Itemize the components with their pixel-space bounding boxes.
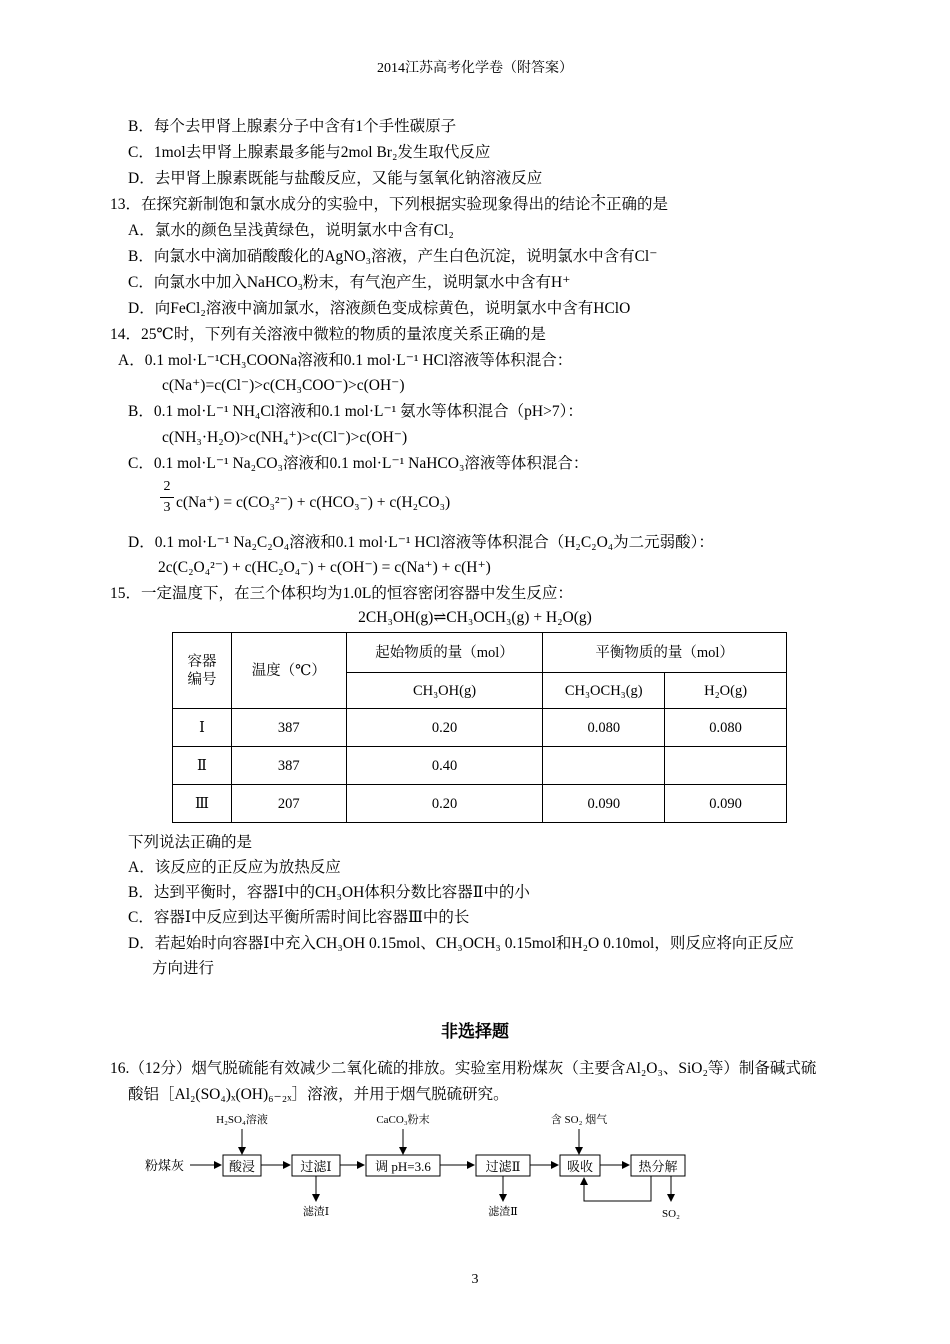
section-title: 非选择题 [441,1022,509,1042]
box-acid-leach-label: 酸浸 [228,1159,256,1174]
box-filter-1-label: 过滤Ⅰ [300,1159,332,1174]
table-cell: 0.090 [543,785,665,823]
residue-2: 滤渣Ⅱ [488,1206,518,1218]
q15-option-c: C．容器Ⅰ中反应到达平衡所需时间比容器Ⅲ中的长 [128,909,470,926]
table-cell: Ⅰ [173,709,232,747]
q13-stem-emphasis: 不 [590,196,607,213]
q14-option-b-expr: c(NH₃·H₂O)>c(NH₄⁺)>c(Cl⁻)>c(OH⁻) [162,429,408,446]
q13-option-b: B．向氯水中滴加硝酸酸化的AgNO₃溶液，产生白色沉淀，说明氯水中含有Cl⁻ [128,248,658,265]
table-header-temperature: 温度（℃） [231,633,346,709]
output-so2: SO₂ [662,1208,680,1220]
table-cell: 387 [231,709,346,747]
q15-reaction-equation: 2CH₃OH(g)⇌CH₃OCH₃(g) + H₂O(g) [358,609,592,626]
q15-option-d-cont: 方向进行 [152,960,215,977]
table-cell: 0.20 [346,709,543,747]
q13-option-d: D．向FeCl₂溶液中滴加氯水，溶液颜色变成棕黄色，说明氯水中含有HClO [128,300,631,317]
q15-prompt: 下列说法正确的是 [128,834,253,851]
reagent-caco3: CaCO₃粉末 [376,1114,430,1126]
flow-input: 粉煤灰 [145,1158,185,1173]
table-cell [543,747,665,785]
table-cell: 0.40 [346,747,543,785]
page-header: 2014江苏高考化学卷（附答案） [377,61,573,76]
box-thermal-decomp-label: 热分解 [638,1159,678,1174]
q14-option-d-expr: 2c(C₂O₄²⁻) + c(HC₂O₄⁻) + c(OH⁻) = c(Na⁺) + c(H⁺) [158,559,491,576]
table-cell: 0.20 [346,785,543,823]
table-cell: 387 [231,747,346,785]
reagent-so2-gas: 含 SO₂ 烟气 [550,1114,608,1126]
table-subheader-h2o: H₂O(g) [665,673,787,709]
table-cell: 0.090 [665,785,787,823]
q14-option-c-fraction [160,478,174,517]
q13-stem-before: 13．在探究新制饱和氯水成分的实验中，下列根据实验现象得出的结论 [110,196,591,213]
q14-option-c-expr: c(Na⁺) = c(CO₃²⁻) + c(HCO₃⁻) + c(H₂CO₃) [176,494,451,511]
table-subheader-ch3oh: CH₃OH(g) [346,673,543,709]
table-header-equilibrium: 平衡物质的量（mol） [543,633,787,673]
table-header-container: 容器编号 [173,633,232,709]
q15-option-d: D．若起始时向容器Ⅰ中充入CH₃OH 0.15mol、CH₃OCH₃ 0.15mol和H₂O 0.10mol，则反应将向正反应 [128,935,794,952]
q14-option-c: C．0.1 mol·L⁻¹ Na₂CO₃溶液和0.1 mol·L⁻¹ NaHCO₃溶液等体积混合： [128,455,589,472]
q15-option-b: B．达到平衡时，容器Ⅰ中的CH₃OH体积分数比容器Ⅱ中的小 [128,884,530,901]
fraction-denominator: 3 [163,500,171,515]
box-absorb-label: 吸收 [566,1159,594,1174]
table-cell: 207 [231,785,346,823]
table-cell: 0.080 [665,709,787,747]
table-cell: 0.080 [543,709,665,747]
q14-option-b: B．0.1 mol·L⁻¹ NH₄Cl溶液和0.1 mol·L⁻¹ 氨水等体积混合（pH>7）： [128,403,583,420]
q14-option-a-expr: c(Na⁺)=c(Cl⁻)>c(CH₃COO⁻)>c(OH⁻) [162,377,405,394]
q13-option-c: C．向氯水中加入NaHCO₃粉末，有气泡产生，说明氯水中含有H⁺ [128,274,571,291]
page-number: 3 [471,1272,479,1287]
q13-stem [110,195,668,215]
table-cell: Ⅱ [173,747,232,785]
fraction-numerator: 2 [163,479,171,494]
q13-stem-after: 正确的是 [606,196,669,213]
q16-stem-line2: 酸铝［Al₂(SO₄)ₓ(OH)₆₋₂ₓ］溶液，并用于烟气脱硫研究。 [128,1086,509,1103]
table-subheader-ch3och3: CH₃OCH₃(g) [543,673,665,709]
table-header-initial: 起始物质的量（mol） [346,633,543,673]
table-row [173,709,787,747]
equilibrium-table [172,632,787,823]
box-adjust-ph-label: 调 pH=3.6 [375,1159,431,1174]
q16-stem-line1: 16.（12分）烟气脱硫能有效减少二氧化硫的排放。实验室用粉煤灰（主要含Al₂O₃、SiO₂等）制备碱式硫 [110,1060,817,1077]
q15-option-a: A．该反应的正反应为放热反应 [128,859,341,876]
table-row [173,785,787,823]
q12-option-d: D．去甲肾上腺素既能与盐酸反应，又能与氢氧化钠溶液反应 [128,170,543,187]
box-filter-2-label: 过滤Ⅱ [485,1159,521,1174]
q15-stem: 15．一定温度下，在三个体积均为1.0L的恒容密闭容器中发生反应： [110,585,573,602]
q12-option-b: B．每个去甲肾上腺素分子中含有1个手性碳原子 [128,118,457,135]
table-cell [665,747,787,785]
process-flow-diagram [0,1105,950,1225]
table-cell: Ⅲ [173,785,232,823]
q14-stem: 14．25℃时，下列有关溶液中微粒的物质的量浓度关系正确的是 [110,326,546,343]
q14-option-d: D．0.1 mol·L⁻¹ Na₂C₂O₄溶液和0.1 mol·L⁻¹ HCl溶液等体积混合（H₂C₂O₄为二元弱酸）： [128,534,714,551]
residue-1: 滤渣Ⅰ [302,1206,330,1218]
fraction-bar [160,497,174,498]
q12-option-c: C．1mol去甲肾上腺素最多能与2mol Br₂发生取代反应 [128,144,491,161]
table-row [173,747,787,785]
arrow-recycle [584,1176,651,1201]
q14-option-a: A．0.1 mol·L⁻¹CH₃COONa溶液和0.1 mol·L⁻¹ HCl溶液等体积混合： [118,352,573,369]
reagent-h2so4: H₂SO₄溶液 [216,1114,268,1126]
q13-option-a: A．氯水的颜色呈浅黄绿色，说明氯水中含有Cl₂ [128,222,454,239]
